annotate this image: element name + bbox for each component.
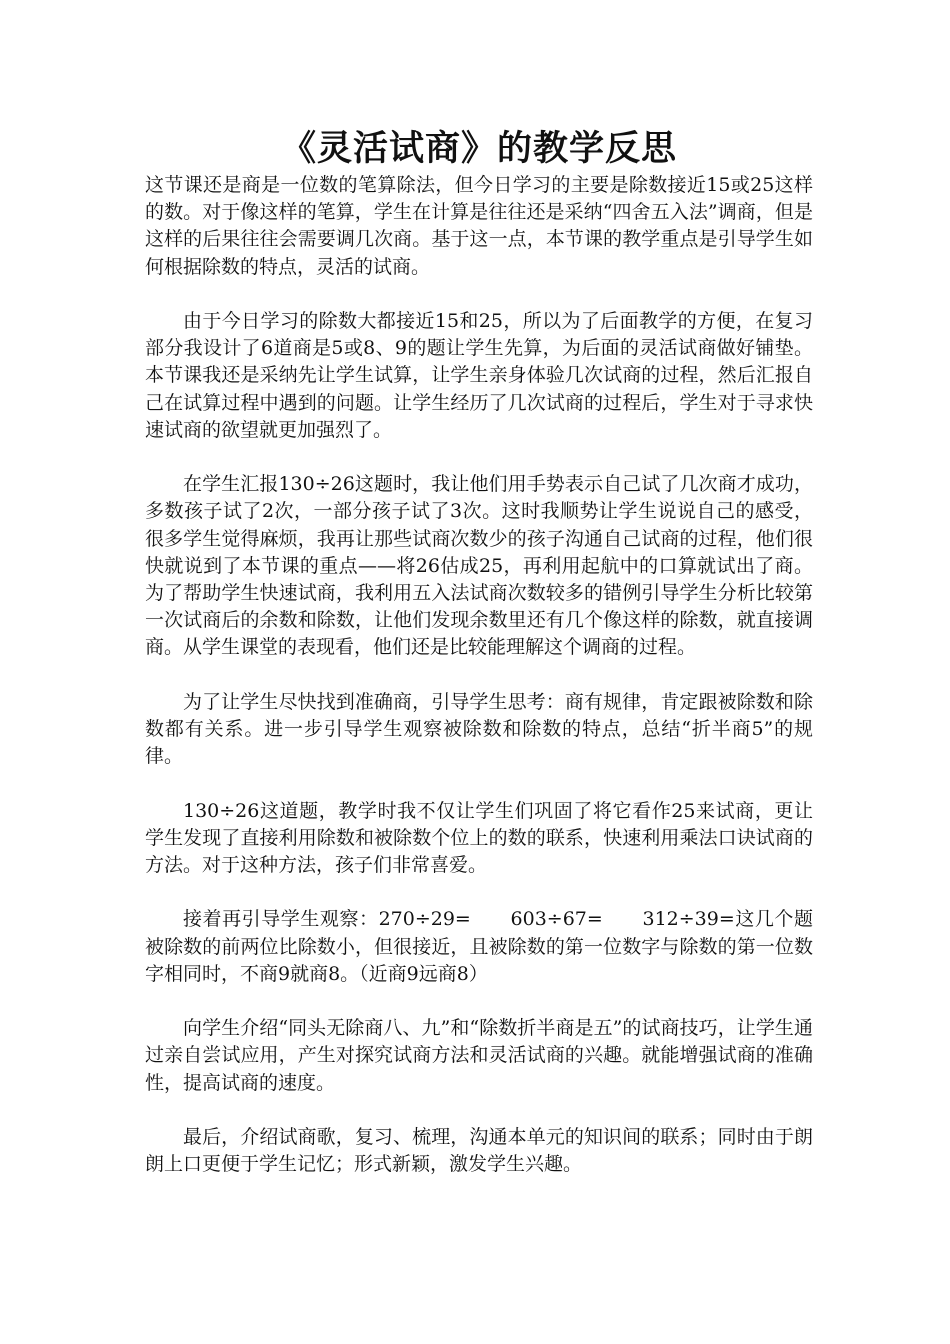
paragraph-intro: 这节课还是商是一位数的笔算除法，但今日学习的主要是除数接近15或25这样的数。对于像这样的笔算，学生在计算是往往还是采纳“四舍五入法”调商，但是这样的后果往往会需要调几次商。基于这一点，本节课的教学重点是引导学生如何根据除数的特点，灵活的试商。 [145, 174, 813, 278]
paragraph-gap [145, 662, 813, 689]
paragraph-observe-examples: 接着再引导学生观察：270÷29= 603÷67= 312÷39=这几个题被除数的前两位比除数小，但很接近，且被除数的第一位数字与除数的第一位数字相同时，不商9就商8。（近商9远商8） [145, 908, 813, 985]
paragraph-conclusion: 最后，介绍试商歌，复习、梳理，沟通本单元的知识间的联系；同时由于朗朗上口更便于学生记忆；形式新颖，激发学生兴趣。 [145, 1126, 813, 1176]
paragraph-gap [145, 770, 813, 797]
document-title: 《灵活试商》的教学反思 [280, 129, 677, 169]
paragraph-techniques: 向学生介绍“同头无除商八、九”和“除数折半商是五”的试商技巧，让学生通过亲自尝试应用，产生对探究试商方法和灵活试商的兴趣。就能增强试商的准确性，提高试商的速度。 [145, 1017, 813, 1094]
paragraph-student-report: 在学生汇报130÷26这题时，我让他们用手势表示自己试了几次商才成功，多数孩子试了2次，一部分孩子试了3次。这时我顺势让学生说说自己的感受，很多学生觉得麻烦，我再让那些试商次数少的孩子沟通自己试商的过程，他们很快就说到了本节课的重点——将26估成25，再利用起航中的口算就试出了商。为了帮助学生快速试商，我利用五入法试商次数较多的错例引导学生分析比较第一次试商后的余数和除数，让他们发现余数里还有几个像这样的除数，就直接调商。从学生课堂的表现看，他们还是比较能理解这个调商的过程。 [145, 473, 813, 659]
paragraph-gap [145, 281, 813, 308]
paragraph-gap [145, 879, 813, 906]
paragraph-gap [145, 1097, 813, 1124]
paragraph-gap [145, 444, 813, 471]
paragraph-gap [145, 988, 813, 1015]
paragraph-half-rule: 为了让学生尽快找到准确商，引导学生思考：商有规律，肯定跟被除数和除数都有关系。进一步引导学生观察被除数和除数的特点，总结“折半商5”的规律。 [145, 690, 813, 768]
paragraph-example-130: 130÷26这道题，教学时我不仅让学生们巩固了将它看作25来试商，更让学生发现了直接利用除数和被除数个位上的数的联系，快速利用乘法口诀试商的方法。对于这种方法，孩子们非常喜爱。 [145, 799, 813, 877]
document-page [145, 128, 813, 1178]
paragraph-review-design: 由于今日学习的除数大都接近15和25，所以为了后面教学的方便，在复习部分我设计了6道商是5或8、9的题让学生先算，为后面的灵活试商做好铺垫。本节课我还是采纳先让学生试算，让学生亲身体验几次试商的过程，然后汇报自己在试算过程中遇到的问题。让学生经历了几次试商的过程后，学生对于寻求快速试商的欲望就更加强烈了。 [145, 310, 813, 441]
